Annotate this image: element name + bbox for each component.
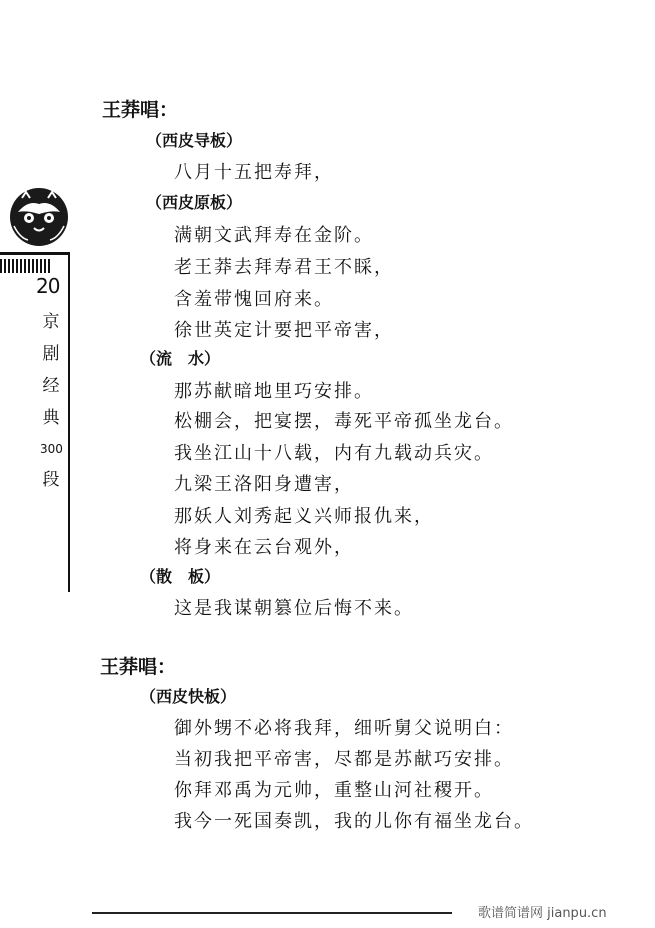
lyric-line: 徐世英定计要把平帝害， [174,320,394,341]
lyric-line: 这是我谋朝篡位后悔不来。 [174,598,414,619]
lyric-line: 九梁王洛阳身遭害， [174,474,354,495]
singing-mode: （西皮快板） [140,687,237,706]
book-title-char: 段 [42,470,60,490]
book-title-vertical [40,306,62,496]
page-number: 20 [36,274,60,298]
lyric-line: 松棚会，把宴摆，毒死平帝孤坐龙台。 [174,411,514,432]
lyric-line: 老王莽去拜寿君王不睬， [174,257,394,278]
lyric-line: 满朝文武拜寿在金阶。 [174,225,374,246]
sidebar-rule [0,252,70,255]
lyric-line: 将身来在云台观外， [174,537,354,558]
lyric-line: 当初我把平帝害，尽都是苏献巧安排。 [174,749,514,770]
speaker-heading: 王莽唱： [102,99,179,121]
lyric-line: 那苏献暗地里巧安排。 [174,381,374,402]
sidebar-pattern-strip [0,259,52,273]
book-title-char: 京 [42,312,60,332]
singing-mode: （西皮导板） [146,131,243,150]
lyric-line: 我今一死国奏凯，我的儿你有福坐龙台。 [174,811,534,832]
lyric-line: 你拜邓禹为元帅，重整山河社稷开。 [174,780,494,801]
singing-mode: （西皮原板） [146,193,243,212]
sidebar-vertical-rule [68,252,70,592]
lyric-line: 我坐江山十八载，内有九载动兵灾。 [174,443,494,464]
speaker-heading: 王莽唱： [100,656,177,678]
book-title-char: 剧 [42,344,60,364]
opera-mask-icon [8,186,70,248]
book-title-char: 典 [42,408,60,428]
sidebar-decoration [0,180,80,600]
book-title-char: 经 [42,376,60,396]
footer-rule [92,912,452,914]
singing-mode: （散 板） [140,567,221,586]
lyric-line: 含羞带愧回府来。 [174,289,334,310]
lyric-line: 八月十五把寿拜， [174,162,334,183]
lyric-line: 御外甥不必将我拜，细听舅父说明白： [174,718,514,739]
book-title-char: 300 [40,442,63,456]
singing-mode: （流 水） [140,349,221,368]
lyric-line: 那妖人刘秀起义兴师报仇来， [174,506,434,527]
watermark: 歌谱简谱网 jianpu.cn [478,906,607,921]
